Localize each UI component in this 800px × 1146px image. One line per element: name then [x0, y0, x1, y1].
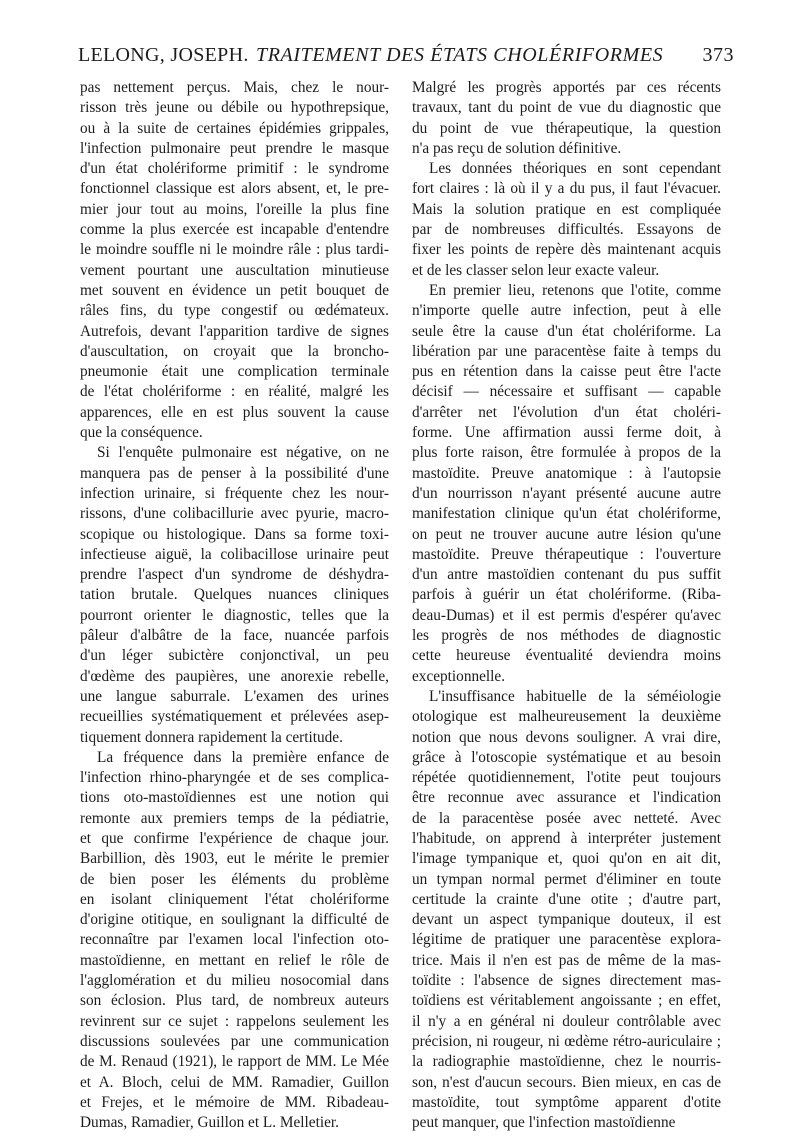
- text-line: d'un léger subictère conjonctival, un peu: [80, 647, 389, 665]
- text-line: fixer les points de repère dès maintenant acquis: [412, 241, 721, 259]
- text-line: manifestation clinique qu'un état cholériforme,: [412, 505, 721, 523]
- text-line: légitime de pratiquer une paracentèse explora-: [412, 931, 721, 949]
- text-line: seule être la cause d'un état cholériforme. La: [412, 322, 721, 340]
- text-line: l'image tympanique et, quoi qu'on en ait dit,: [412, 850, 721, 868]
- text-line: mastoïdite. Preuve anatomique : à l'autopsie: [412, 464, 721, 482]
- text-line: cette heureuse éventualité deviendra moins: [412, 647, 721, 665]
- paragraph: [412, 281, 721, 687]
- text-line: Barbillion, dès 1903, eut le mérite le premier: [80, 850, 389, 868]
- text-line: comme la plus exercée est incapable d'entendre: [80, 221, 389, 239]
- text-line: il n'y a en général ni douleur contrôlable avec: [412, 1012, 721, 1030]
- text-line: les progrès de nos méthodes de diagnostic: [412, 627, 721, 645]
- text-line: manquera pas de penser à la possibilité d'une: [80, 464, 389, 482]
- header-title: TRAITEMENT DES ÉTATS CHOLÉRIFORMES: [256, 44, 664, 66]
- text-line: rissons, d'une colibacillurie avec pyurie, macro-: [80, 505, 389, 523]
- paragraph: [412, 159, 721, 281]
- text-line: un tympan normal permet d'éliminer en toute: [412, 870, 721, 888]
- text-line: met souvent en évidence un petit bouquet de: [80, 281, 389, 299]
- text-line: le moindre souffle ni le moindre râle : plus tardi-: [80, 241, 389, 259]
- paragraph: [412, 78, 721, 159]
- text-line: Mais la solution pratique en est compliquée: [412, 200, 721, 218]
- text-line: otologique est malheureusement la deuxième: [412, 708, 721, 726]
- page-number: 373: [702, 44, 734, 66]
- text-line: trice. Mais il n'en est pas de même de la mas-: [412, 951, 721, 969]
- text-line: recueillies systématiquement et prélevées asep-: [80, 708, 389, 726]
- text-line: d'arrêter net l'évolution d'un état choléri-: [412, 403, 721, 421]
- text-line: En premier lieu, retenons que l'otite, comme: [429, 281, 721, 299]
- right-column: [412, 78, 721, 1133]
- text-line: revinrent sur ce sujet : rappelons seulement les: [80, 1012, 389, 1030]
- text-line: pourront orienter le diagnostic, telles que la: [80, 606, 389, 624]
- text-line: forme. Une affirmation aussi ferme doit, à: [412, 424, 721, 442]
- text-line: tions oto-mastoïdiennes est une notion qui: [80, 789, 389, 807]
- text-line: Dumas, Ramadier, Guillon et L. Melletier.: [80, 1114, 339, 1132]
- paragraph: [80, 78, 389, 443]
- text-line: et A. Bloch, celui de MM. Ramadier, Guillon: [80, 1073, 389, 1091]
- text-line: ou à la suite de certaines épidémies grippales,: [80, 119, 389, 137]
- text-line: tiquement donnera rapidement la certitude.: [80, 728, 343, 746]
- text-line: la radiographie mastoïdienne, chez le nourris-: [412, 1053, 721, 1071]
- text-line: et que confirme l'expérience de chaque jour.: [80, 829, 389, 847]
- text-line: de bien poser les éléments du problème: [80, 870, 389, 888]
- text-line: Si l'enquête pulmonaire est négative, on ne: [97, 444, 389, 462]
- text-line: Les données théoriques en sont cependant: [429, 160, 721, 178]
- text-line: certitude la crainte d'une otite ; d'autre part,: [412, 890, 721, 908]
- text-line: n'a pas reçu de solution définitive.: [412, 139, 622, 157]
- text-line: de l'état cholériforme : en réalité, malgré les: [80, 383, 389, 401]
- text-line: pâleur d'albâtre de la face, nuancée parfois: [80, 627, 389, 645]
- text-line: on peut ne trouver aucune autre lésion qu'une: [412, 525, 721, 543]
- text-line: reconnaître par l'examen local l'infection oto-: [80, 931, 389, 949]
- text-line: fort claires : là où il y a du pus, il faut l'évacuer.: [412, 180, 721, 198]
- left-column: [80, 78, 389, 1133]
- text-line: d'un état cholériforme primitif : le syndrome: [80, 160, 389, 178]
- text-line: remonte aux premiers temps de la pédiatrie,: [80, 809, 389, 827]
- text-line: d'un nourrisson n'ayant présenté aucune autre: [412, 484, 721, 502]
- text-line: n'importe quelle autre infection, peut à elle: [412, 302, 721, 320]
- paragraph: [80, 443, 389, 747]
- text-line: de M. Renaud (1921), le rapport de MM. Le Mée: [80, 1053, 389, 1071]
- text-line: risson très jeune ou débile ou hypothrepsique,: [80, 99, 389, 117]
- text-line: de la paracentèse posée avec netteté. Avec: [412, 809, 721, 827]
- text-line: l'habitude, on apprend à interpréter justement: [412, 829, 721, 847]
- text-line: son éclosion. Plus tard, de nombreux auteurs: [80, 992, 389, 1010]
- text-line: d'œdème des paupières, une anorexie rebelle,: [80, 667, 389, 685]
- text-line: toïdiens est véritablement angoissante ; en effet,: [412, 992, 721, 1010]
- text-line: son, n'est d'aucun secours. Bien mieux, en cas de: [412, 1073, 721, 1091]
- text-line: mastoïdite. Preuve thérapeutique : l'ouverture: [412, 545, 721, 563]
- text-line: infection urinaire, si fréquente chez les nour-: [80, 484, 389, 502]
- text-line: en isolant cliniquement l'état cholériforme: [80, 890, 389, 908]
- paragraph: [80, 748, 389, 1134]
- text-line: tation brutale. Quelques nuances cliniques: [80, 586, 389, 604]
- text-line: discussions soulevées par une communication: [80, 1032, 389, 1050]
- text-line: mastoïdite, tout symptôme apparent d'otite: [412, 1093, 721, 1111]
- running-header: [78, 44, 734, 70]
- text-line: infectieuse aiguë, la colibacillose urinaire peut: [80, 545, 389, 563]
- text-line: grâce à l'otoscopie systématique et au besoin: [412, 748, 721, 766]
- text-line: râles fins, du type congestif ou œdémateux.: [80, 302, 389, 320]
- text-line: l'infection rhino-pharyngée et de ses complica-: [80, 769, 389, 787]
- text-line: pneumonie était une complication terminale: [80, 363, 389, 381]
- text-line: du point de vue thérapeutique, la question: [412, 119, 721, 137]
- text-line: exceptionnelle.: [412, 667, 506, 685]
- text-line: d'origine otitique, en soulignant la difficulté de: [80, 911, 389, 929]
- text-line: deau-Dumas) et il est permis d'espérer qu'avec: [412, 606, 721, 624]
- text-line: fonctionnel classique est alors absent, et, le pre-: [80, 180, 389, 198]
- text-line: libération par une paracentèse faite à temps du: [412, 342, 721, 360]
- text-line: l'infection pulmonaire peut prendre le masque: [80, 139, 389, 157]
- text-line: peut manquer, que l'infection mastoïdienne: [412, 1114, 676, 1132]
- text-line: l'agglomération et du milieu nosocomial dans: [80, 972, 389, 990]
- text-line: et de les classer selon leur exacte valeur.: [412, 261, 660, 279]
- text-line: plus forte raison, être formulée à propos de la: [412, 444, 721, 462]
- text-line: notion que nous devons souligner. A vrai dire,: [412, 728, 721, 746]
- text-line: et Frejes, et le mémoire de MM. Ribadeau-: [80, 1093, 389, 1111]
- text-line: pas nettement perçus. Mais, chez le nour-: [80, 79, 389, 96]
- text-line: La fréquence dans la première enfance de: [97, 748, 389, 766]
- text-line: prendre l'aspect d'un syndrome de déshydra-: [80, 566, 389, 584]
- text-line: répétée quotidiennement, l'otite peut toujours: [412, 769, 721, 787]
- text-line: devant un aspect tympanique douteux, il est: [412, 911, 721, 929]
- text-line: une langue saburrale. L'examen des urines: [80, 687, 389, 705]
- text-line: apparences, elle en est plus souvent la cause: [80, 403, 389, 421]
- text-line: parfois à guérir un état cholériforme. (Riba-: [412, 586, 721, 604]
- text-line: d'auscultation, on croyait que la broncho-: [80, 342, 389, 360]
- text-line: Malgré les progrès apportés par ces récents: [412, 79, 721, 96]
- text-line: Autrefois, devant l'apparition tardive de signes: [80, 322, 389, 340]
- text-line: mier jour tout au moins, l'oreille la plus fine: [80, 200, 389, 218]
- text-line: travaux, tant du point de vue du diagnostic que: [412, 99, 721, 117]
- text-line: scopique ou histologique. Dans sa forme toxi-: [80, 525, 389, 543]
- header-author: LELONG, JOSEPH.: [78, 44, 249, 66]
- paragraph: [412, 687, 721, 1134]
- text-line: par de nombreuses difficultés. Essayons de: [412, 221, 721, 239]
- text-line: que la conséquence.: [80, 424, 203, 442]
- text-line: mastoïdienne, en mettant en relief le rôle de: [80, 951, 389, 969]
- text-line: vement pourtant une auscultation minutieuse: [80, 261, 389, 279]
- text-line: d'un antre mastoïdien contenant du pus suffit: [412, 566, 721, 584]
- text-line: toïdite : l'absence de signes directement mas-: [412, 972, 721, 990]
- text-line: être reconnue avec assurance et l'indication: [412, 789, 721, 807]
- text-line: pus en rétention dans la caisse peut être l'acte: [412, 363, 721, 381]
- text-line: décisif — nécessaire et suffisant — capable: [412, 383, 721, 401]
- text-line: L'insuffisance habituelle de la séméiologie: [429, 687, 721, 705]
- text-line: précision, ni rougeur, ni œdème rétro-auriculaire ;: [412, 1032, 721, 1050]
